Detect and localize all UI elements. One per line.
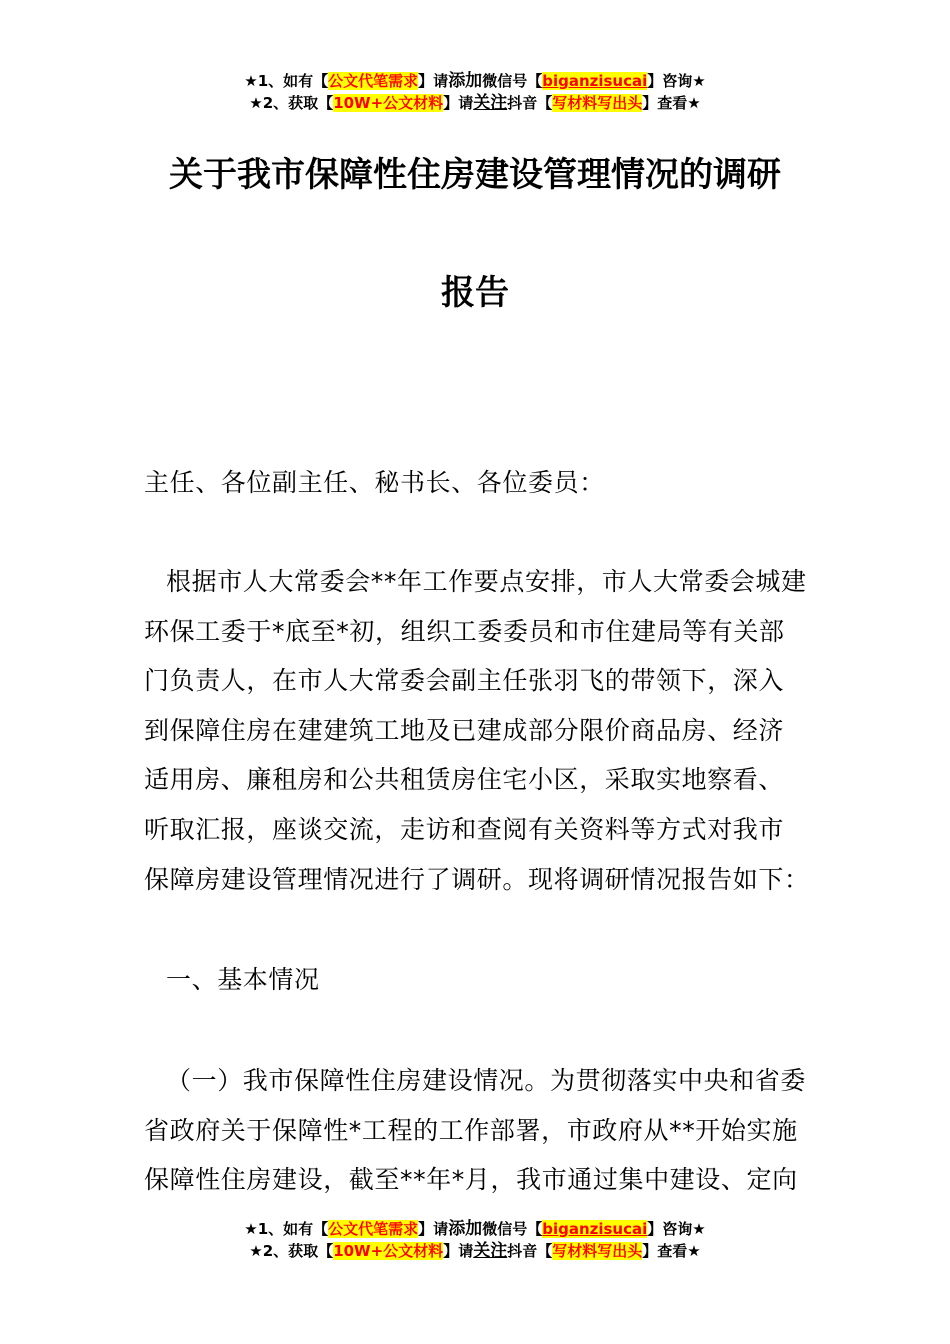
douyin-account: 写材料写出头 [552,1242,643,1260]
footer-banner [0,1218,950,1262]
banner-text: 抖音【 [507,1242,553,1260]
banner-text: ★1、如有【 [244,72,329,90]
banner-text: 抖音【 [507,94,553,112]
salutation [144,458,808,508]
paragraph-line: 环保工委于*底至*初，组织工委委员和市住建局等有关部 [144,616,785,646]
banner-text: 】请 [418,1220,449,1238]
document-title-line-1: 关于我市保障性住房建设管理情况的调研 [169,155,781,195]
banner-highlight: 10W+公文材料 [333,94,444,112]
paragraph-line: （一）我市保障性住房建设情况。为贯彻落实中央和省委 [166,1066,807,1095]
banner-highlight: 公文代笔需求 [328,1220,419,1238]
paragraph-line: 听取汇报，座谈交流，走访和查阅有关资料等方式对我市 [144,814,785,844]
salutation-text: 主任、各位副主任、秘书长、各位委员： [144,468,605,497]
section-heading-1 [144,955,808,1005]
header-banner [0,70,950,114]
banner-text: 】请 [443,1242,474,1260]
paragraph-2 [144,1056,808,1205]
banner-text: ★2、获取【 [249,1242,334,1260]
paragraph-line: 保障房建设管理情况进行了调研。现将调研情况报告如下： [144,864,810,894]
paragraph-line: 根据市人大常委会**年工作要点安排，市人大常委会城建 [166,567,807,596]
banner-line-1 [0,70,950,92]
banner-text: ★2、获取【 [249,94,334,112]
paragraph-line: 省政府关于保障性*工程的工作部署，市政府从**开始实施 [144,1115,798,1145]
banner-line-2 [0,1240,950,1262]
section-heading-text: 一、基本情况 [166,965,320,994]
banner-text: 微信号【 [482,1220,543,1238]
douyin-account: 写材料写出头 [552,94,643,112]
banner-emphasis: 添加 [448,1219,483,1239]
banner-text: 】咨询★ [647,1220,706,1238]
banner-highlight: 公文代笔需求 [328,72,419,90]
banner-text: 】请 [443,94,474,112]
banner-text: 】请 [418,72,449,90]
banner-text: 】查看★ [642,1242,701,1260]
banner-highlight: 10W+公文材料 [333,1242,444,1260]
paragraph-line: 门负责人，在市人大常委会副主任张羽飞的带领下，深入 [144,666,785,696]
banner-text: 微信号【 [482,72,543,90]
paragraph-line: 到保障住房在建建筑工地及已建成部分限价商品房、经济 [144,715,785,745]
banner-text: ★1、如有【 [244,1220,329,1238]
banner-text: 】查看★ [642,94,701,112]
wechat-id-link[interactable]: biganzisucai [542,72,648,90]
paragraph-line: 适用房、廉租房和公共租赁房住宅小区，采取实地察看、 [144,765,785,795]
banner-text: 】咨询★ [647,72,706,90]
banner-emphasis: 关注 [473,93,508,113]
banner-line-1 [0,1218,950,1240]
banner-emphasis: 关注 [473,1241,508,1261]
wechat-id-link[interactable]: biganzisucai [542,1220,648,1238]
paragraph-line: 保障性住房建设，截至**年*月，我市通过集中建设、定向 [144,1165,798,1195]
banner-line-2 [0,92,950,114]
paragraph-1 [144,557,808,904]
document-title-line-2: 报告 [441,273,509,313]
banner-emphasis: 添加 [448,71,483,91]
